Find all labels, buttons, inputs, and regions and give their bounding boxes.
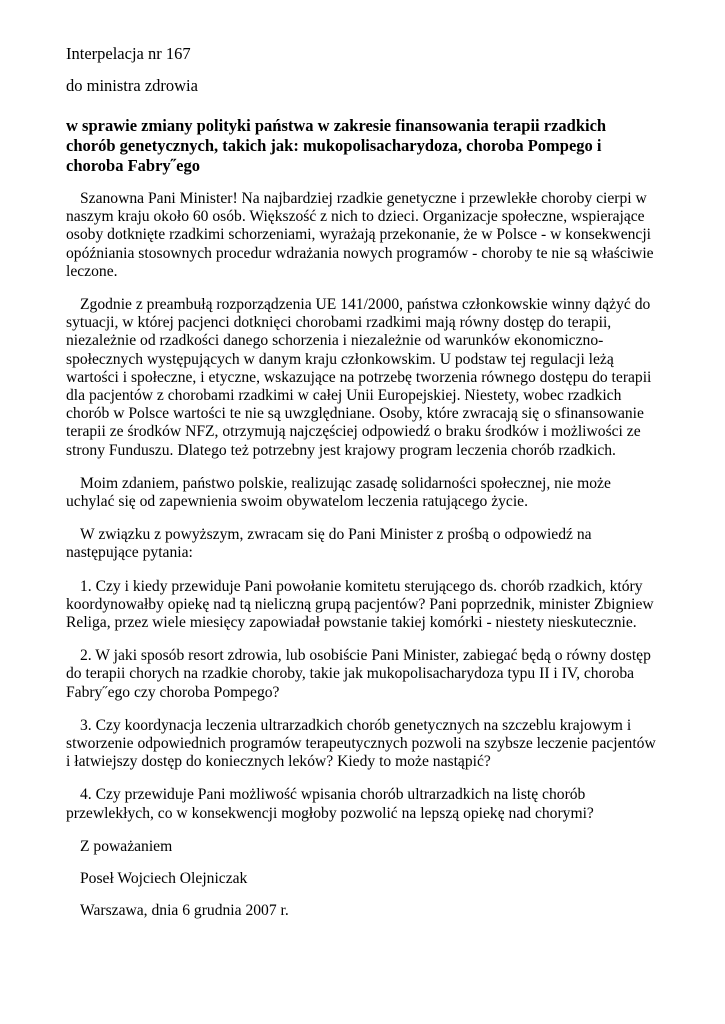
paragraph-request: W związku z powyższym, zwracam się do Pani Minister z prośbą o odpowiedź na następujące pytania: — [66, 526, 592, 562]
document-page — [66, 44, 656, 935]
document-title: Interpelacja nr 167 — [66, 44, 191, 63]
paragraph-greeting: Szanowna Pani Minister! Na najbardziej rzadkie genetyczne i przewlekłe choroby cierpi w naszym kraju około 60 osób. Większość z nich to dzieci. Organizacje społeczne, wspierające osoby dotknięte rzadkimi schorzeniami, wyrażają przekonanie, że w Polsce - w konsekwencji opóźniania stosownych procedur wdrażania nowych programów - choroby te nie są właściwie leczone. — [66, 190, 654, 280]
closing-place-date: Warszawa, dnia 6 grudnia 2007 r. — [80, 902, 289, 920]
question-2: 2. W jaki sposób resort zdrowia, lub osobiście Pani Minister, zabiegać będą o równy dostęp do terapii chorych na rzadkie choroby, takie jak mukopolisacharydoza typu II i IV, choroba Fabry˝ego czy choroba Pompego? — [66, 647, 651, 701]
closing-signature: Poseł Wojciech Olejniczak — [80, 870, 248, 888]
question-1: 1. Czy i kiedy przewiduje Pani powołanie komitetu sterującego ds. chorób rzadkich, który koordynowałby opiekę nad tą nieliczną grupą pacjentów? Pani poprzednik, minister Zbigniew Religa, przez wiele miesięcy zapowiadał powstanie takiej komórki - niestety nieskutecznie. — [66, 577, 654, 632]
document-subject: w sprawie zmiany polityki państwa w zakresie finansowania terapii rzadkich chorób genetycznych, takich jak: mukopolisacharydoza, choroba Pompego i choroba Fabry˝ego — [66, 116, 607, 175]
paragraph-regulation: Zgodnie z preambułą rozporządzenia UE 141/2000, państwa członkowskie winny dążyć do sytuacji, w której pacjenci dotknięci chorobami rzadkimi mają równy dostęp do terapii, niezależnie od rzadkości danego schorzenia i niezależnie od warunków ekonomiczno-społecznych występujących w danym kraju członkowskim. U podstaw tej regulacji leżą wartości i społeczne, i etyczne, wskazujące na potrzebę tworzenia równego dostępu do terapii dla pacjentów z chorobami rzadkimi w całej Unii Europejskiej. Niestety, wobec rzadkich chorób w Polsce wartości te nie są uwzględniane. Osoby, które zwracają się o sfinansowanie terapii ze środków NFZ, otrzymują najczęściej odpowiedź o braku środków i możliwości ze strony Funduszu. Dlatego też potrzebny jest krajowy program leczenia chorób rzadkich. — [66, 296, 652, 459]
document-recipient: do ministra zdrowia — [66, 76, 198, 95]
question-3: 3. Czy koordynacja leczenia ultrarzadkich chorób genetycznych na szczeblu krajowym i stworzenie odpowiednich programów terapeutycznych pozwoli na szybsze leczenie pacjentów i łatwiejszy dostęp do koniecznych leków? Kiedy to może nastąpić? — [66, 716, 656, 771]
question-4: 4. Czy przewiduje Pani możliwość wpisania chorób ultrarzadkich na listę chorób przewlekłych, co w konsekwencji mogłoby pozwolić na lepszą opiekę nad chorymi? — [66, 786, 594, 822]
closing-salutation: Z poważaniem — [80, 837, 173, 855]
paragraph-opinion: Moim zdaniem, państwo polskie, realizując zasadę solidarności społecznej, nie może uchylać się od zapewnienia swoim obywatelom leczenia ratującego życie. — [66, 474, 611, 511]
